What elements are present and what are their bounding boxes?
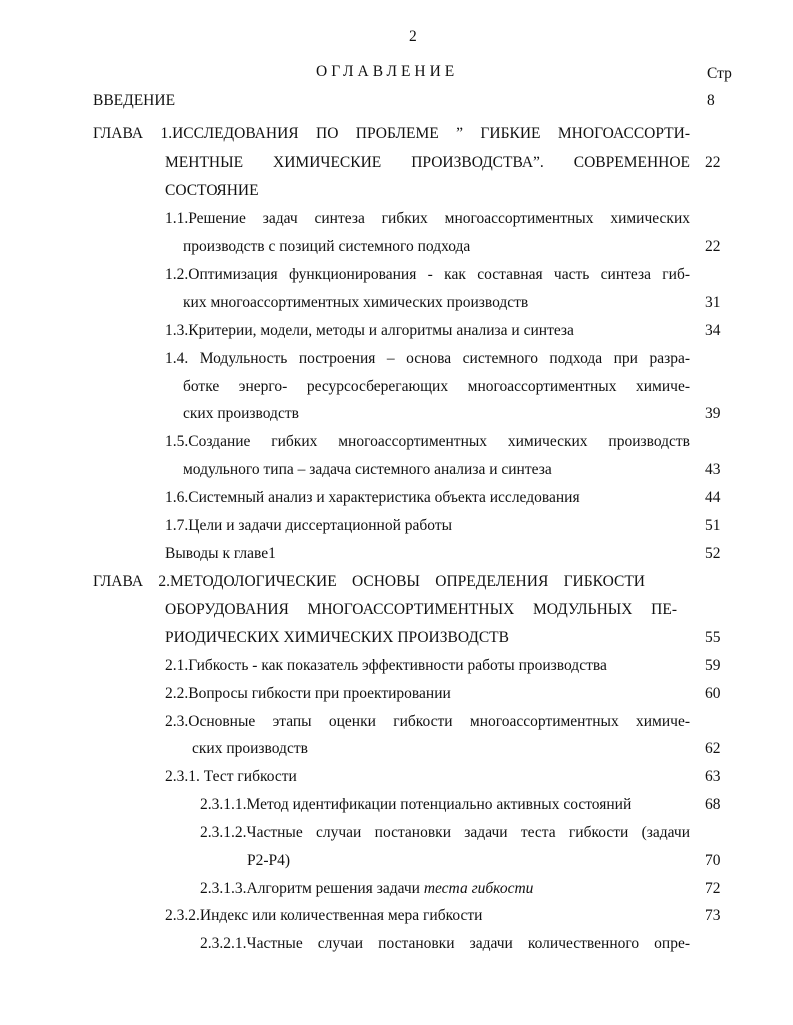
toc-entry-1-5-line2[interactable]: модульного типа – задача системного анализа и синтеза	[183, 461, 552, 478]
toc-page-2-3: 62	[705, 740, 721, 757]
toc-page-2-3-1-1: 68	[705, 796, 721, 813]
toc-page-intro: 8	[707, 92, 715, 109]
toc-page-2-3-2: 73	[705, 907, 721, 924]
toc-page-2-3-1-2: 70	[705, 852, 721, 869]
toc-page-1-5: 43	[705, 461, 721, 478]
toc-chapter-2-line1[interactable]: ГЛАВА 2.МЕТОДОЛОГИЧЕСКИЕ ОСНОВЫ ОПРЕДЕЛЕНИЯ ГИБКОСТИ	[93, 573, 645, 590]
toc-entry-1-2-line1[interactable]: 1.2.Оптимизация функционирования - как составная часть синтеза гиб-	[165, 266, 690, 283]
toc-page-conclusions-1: 52	[705, 545, 721, 562]
toc-page-2-3-1: 63	[705, 768, 721, 785]
toc-entry-2-3-1-1[interactable]: 2.3.1.1.Метод идентификации потенциально активных состояний	[200, 796, 632, 813]
toc-entry-2-3-1-2-line1[interactable]: 2.3.1.2.Частные случаи постановки задачи теста гибкости (задачи	[200, 824, 690, 841]
toc-page-chapter-2: 55	[705, 629, 721, 646]
toc-page-2-1: 59	[705, 657, 721, 674]
page-column-header: Стр	[707, 65, 732, 82]
toc-entry-1-4-line2[interactable]: ботке энерго- ресурсосберегающих многоассортиментных химиче-	[183, 378, 690, 395]
toc-entry-1-1-line1[interactable]: 1.1.Решение задач синтеза гибких многоассортиментных химических	[165, 210, 690, 227]
toc-page-1-4: 39	[705, 405, 721, 422]
toc-chapter-1-line3[interactable]: СОСТОЯНИЕ	[165, 182, 259, 199]
toc-entry-2-3-1[interactable]: 2.3.1. Тест гибкости	[165, 768, 297, 785]
toc-page-2-3-1-3: 72	[705, 880, 721, 897]
toc-entry-2-3-1-2-line2[interactable]: Р2-Р4)	[247, 852, 291, 869]
toc-entry-2-3-2[interactable]: 2.3.2.Индекс или количественная мера гибкости	[165, 907, 483, 924]
toc-entry-conclusions-1[interactable]: Выводы к главе1	[165, 545, 276, 562]
page-title: ОГЛАВЛЕНИЕ	[316, 63, 459, 80]
toc-entry-2-3-1-3-text: 2.3.1.3.Алгоритм решения задачи	[200, 880, 424, 897]
toc-entry-1-4-line1[interactable]: 1.4. Модульность построения – основа системного подхода при разра-	[165, 350, 690, 367]
toc-entry-2-3-1-3[interactable]	[200, 880, 533, 898]
toc-chapter-2-line3[interactable]: РИОДИЧЕСКИХ ХИМИЧЕСКИХ ПРОИЗВОДСТВ	[165, 629, 509, 646]
toc-page-1-7: 51	[705, 517, 721, 534]
toc-entry-1-4-line3[interactable]: ских производств	[183, 405, 299, 422]
toc-page-1-2: 31	[705, 294, 721, 311]
toc-entry-intro[interactable]: ВВЕДЕНИЕ	[93, 92, 176, 109]
toc-entry-2-3-line1[interactable]: 2.3.Основные этапы оценки гибкости многоассортиментных химиче-	[165, 713, 690, 730]
toc-chapter-2-line2[interactable]: ОБОРУДОВАНИЯ МНОГОАССОРТИМЕНТНЫХ МОДУЛЬНЫХ ПЕ-	[165, 601, 677, 618]
toc-entry-2-3-2-1-line1[interactable]: 2.3.2.1.Частные случаи постановки задачи количественного опре-	[200, 935, 690, 952]
toc-page-1-3: 34	[705, 322, 721, 339]
toc-page-2-2: 60	[705, 685, 721, 702]
toc-page-1-6: 44	[705, 489, 721, 506]
toc-entry-2-3-1-3-italic: теста гибкости	[423, 880, 534, 897]
toc-page-chapter-1: 22	[705, 154, 721, 171]
toc-entry-1-6[interactable]: 1.6.Системный анализ и характеристика объекта исследования	[165, 489, 580, 506]
toc-entry-1-7[interactable]: 1.7.Цели и задачи диссертационной работы	[165, 517, 453, 534]
toc-entry-1-3[interactable]: 1.3.Критерии, модели, методы и алгоритмы анализа и синтеза	[165, 322, 574, 339]
toc-entry-2-1[interactable]: 2.1.Гибкость - как показатель эффективности работы производства	[165, 657, 607, 674]
toc-entry-2-3-line2[interactable]: ских производств	[192, 740, 308, 757]
toc-page-1-1: 22	[705, 238, 721, 255]
toc-entry-1-2-line2[interactable]: ких многоассортиментных химических производств	[183, 294, 529, 311]
toc-chapter-1-line1[interactable]: ГЛАВА 1.ИССЛЕДОВАНИЯ ПО ПРОБЛЕМЕ ” ГИБКИЕ МНОГОАССОРТИ-	[93, 125, 690, 142]
toc-chapter-1-line2[interactable]: МЕНТНЫЕ ХИМИЧЕСКИЕ ПРОИЗВОДСТВА”. СОВРЕМЕННОЕ	[165, 154, 690, 171]
toc-entry-1-5-line1[interactable]: 1.5.Создание гибких многоассортиментных химических производств	[165, 433, 690, 450]
page-number: 2	[409, 28, 417, 45]
toc-entry-2-2[interactable]: 2.2.Вопросы гибкости при проектировании	[165, 685, 451, 702]
toc-entry-1-1-line2[interactable]: производств с позиций системного подхода	[183, 238, 471, 255]
